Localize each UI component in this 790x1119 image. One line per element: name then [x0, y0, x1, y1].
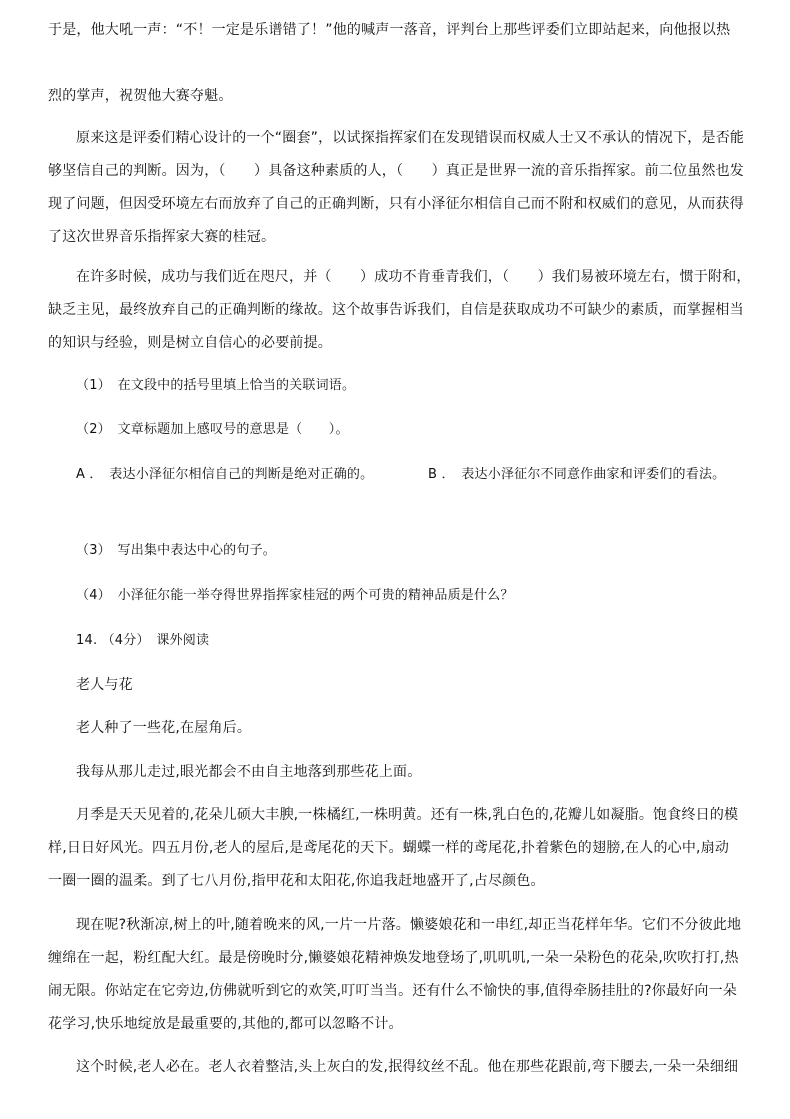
- paragraph-line: 缺乏主见，最终放弃自己的正确判断的缘故。这个故事告诉我们，自信是获取成功不可缺少的素质，而掌握相当: [48, 302, 744, 318]
- paragraph-line: 现在呢?秋渐凉,树上的叶,随着晚来的风,一片一片落。懒婆娘花和一串红,却正当花样年华。它们不分彼此地: [76, 917, 742, 933]
- paragraph-line: 一圈一圈的温柔。到了七八月份,指甲花和太阳花,你追我赶地盛开了,占尽颜色。: [48, 873, 545, 889]
- paragraph-line: 在许多时候，成功与我们近在咫尺，并（ ）成功不肯垂青我们，（ ）我们易被环境左右，惯于附和，: [76, 269, 751, 285]
- section-heading: 14. （4分） 课外阅读: [76, 633, 210, 648]
- option-a: A ． 表达小泽征尔相信自己的判断是绝对正确的。: [76, 467, 374, 482]
- paragraph-line: 花学习,快乐地绽放是最重要的,其他的,都可以忽略不计。: [48, 1016, 403, 1032]
- paragraph-line: 这个时候,老人必在。老人衣着整洁,头上灰白的发,抿得纹丝不乱。他在那些花跟前,弯下腰去,一朵一朵细细: [76, 1059, 739, 1075]
- question-1: （1） 在文段中的括号里填上恰当的关联词语。: [76, 378, 356, 393]
- article-title: 老人与花: [76, 677, 133, 693]
- paragraph-line: 够坚信自己的判断。因为，（ ）具备这种素质的人，（ ）真正是世界一流的音乐指挥家。前二位虽然也发: [48, 163, 744, 179]
- paragraph-line: 了这次世界音乐指挥家大赛的桂冠。: [48, 229, 276, 245]
- paragraph-line: 的知识与经验，则是树立自信心的必要前提。: [48, 335, 332, 351]
- question-3: （3） 写出集中表达中心的句子。: [76, 543, 276, 558]
- question-4: （4） 小泽征尔能一举夺得世界指挥家桂冠的两个可贵的精神品质是什么？: [76, 588, 514, 603]
- paragraph-line: 老人种了一些花,在屋角后。: [76, 720, 252, 736]
- paragraph-line: 样,日日好风光。四五月份,老人的屋后,是鸢尾花的天下。蝴蝶一样的鸢尾花,扑着紫色的翅膀,在人的心中,扇动: [48, 840, 730, 856]
- paragraph-line: 于是，他大吼一声：“不！一定是乐谱错了！”他的喊声一落音，评判台上那些评委们立即站起来，向他报以热: [48, 22, 731, 38]
- paragraph-line: 闹无限。你站定在它旁边,仿佛就听到它的欢笑,叮叮当当。还有什么不愉快的事,值得牵肠挂肚的?你最好向一朵: [48, 983, 737, 999]
- paragraph-line: 缠绵在一起，粉红配大红。最是傍晚时分,懒婆娘花精神焕发地登场了,叽叽叽,一朵一朵粉色的花朵,吹吹打打,热: [48, 950, 739, 966]
- paragraph-line: 烈的掌声，祝贺他大赛夺魁。: [48, 88, 233, 104]
- option-b: B ． 表达小泽征尔不同意作曲家和评委们的看法。: [428, 467, 726, 482]
- paragraph-line: 月季是天天见着的,花朵儿硕大丰腴,一株橘红,一株明黄。还有一株,乳白色的,花瓣儿如凝脂。饱食终日的模: [76, 807, 739, 823]
- question-2: （2） 文章标题加上感叹号的意思是（ ）。: [76, 422, 349, 437]
- paragraph-line: 我每从那儿走过,眼光都会不由自主地落到那些花上面。: [76, 764, 422, 780]
- paragraph-line: 现了问题，但因受环境左右而放弃了自己的正确判断，只有小泽征尔相信自己而不附和权威们的意见，从而获得: [48, 196, 744, 212]
- paragraph-line: 原来这是评委们精心设计的一个“圈套”，以试探指挥家们在发现错误而权威人士又不承认的情况下，是否能: [76, 130, 745, 146]
